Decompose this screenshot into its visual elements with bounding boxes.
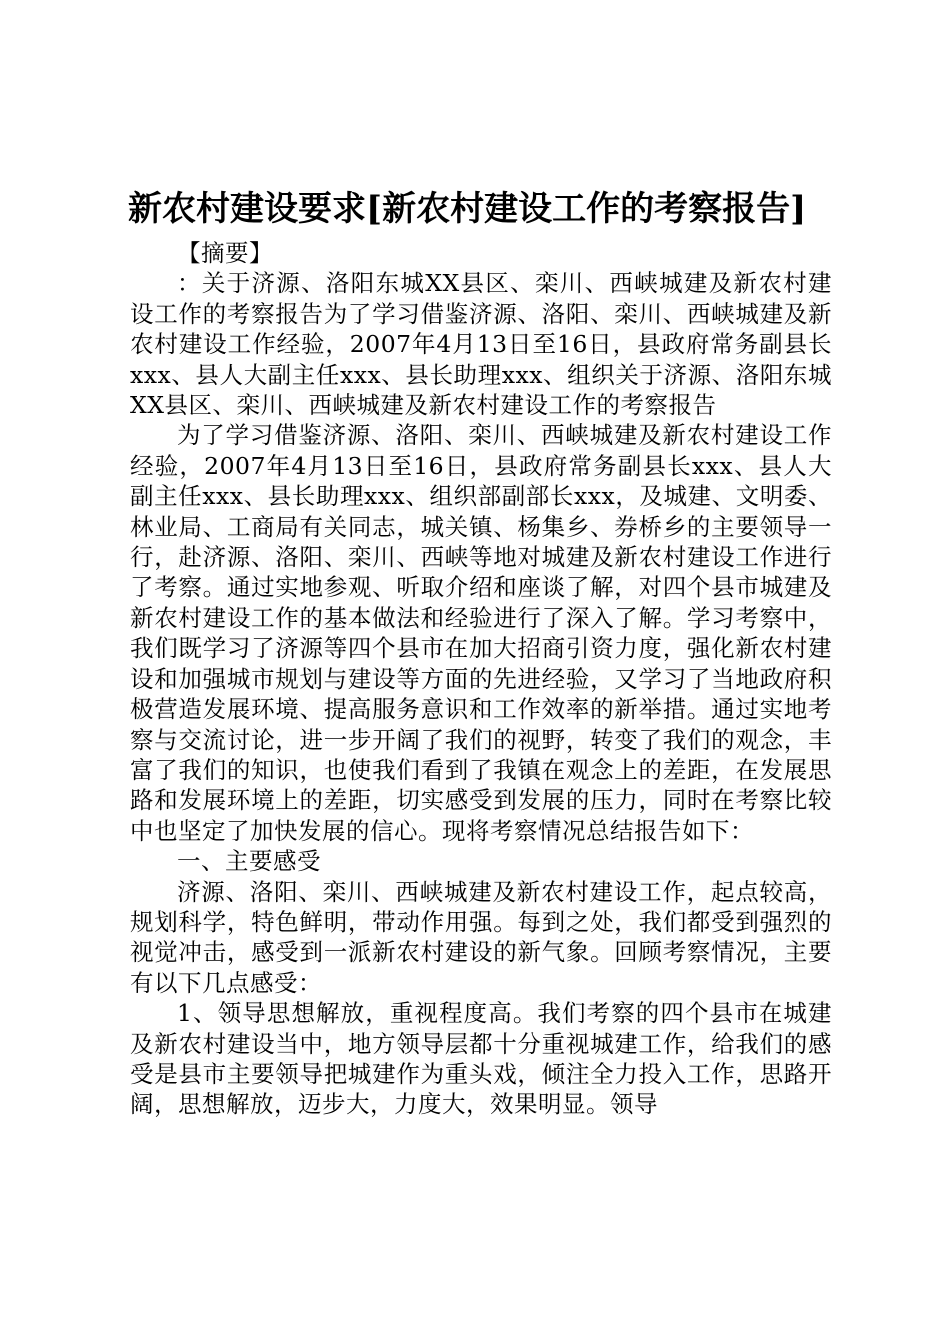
abstract-label: 【摘要】	[177, 239, 273, 267]
abstract-paragraph: ：关于济源、洛阳东城XX县区、栾川、西峡城建及新农村建设工作的考察报告为了学习借鉴济源、洛阳、栾川、西峡城建及新农村建设工作经验，2007年4月13日至16日，县政府常务副县长xxx、县人大副主任xxx、县长助理xxx、组织关于济源、洛阳东城XX县区、栾川、西峡城建及新农村建设工作的考察报告	[130, 269, 832, 420]
document-body	[130, 238, 832, 1120]
document-title: 新农村建设要求[新农村建设工作的考察报告]	[128, 189, 807, 229]
body-paragraph-1: 为了学习借鉴济源、洛阳、栾川、西峡城建及新农村建设工作经验，2007年4月13日至16日，县政府常务副县长xxx、县人大副主任xxx、县长助理xxx、组织部副部长xxx，及城建、文明委、林业局、工商局有关同志，城关镇、杨集乡、券桥乡的主要领导一行，赴济源、洛阳、栾川、西峡等地对城建及新农村建设工作进行了考察。通过实地参观、听取介绍和座谈了解，对四个县市城建及新农村建设工作的基本做法和经验进行了深入了解。学习考察中，我们既学习了济源等四个县市在加大招商引资力度，强化新农村建设和加强城市规划与建设等方面的先进经验，又学习了当地政府积极营造发展环境、提高服务意识和工作效率的新举措。通过实地考察与交流讨论，进一步开阔了我们的视野，转变了我们的观念，丰富了我们的知识，也使我们看到了我镇在观念上的差距，在发展思路和发展环境上的差距，切实感受到发展的压力，同时在考察比较中也坚定了加快发展的信心。现将考察情况总结报告如下：	[130, 421, 832, 845]
section-heading: 一、主要感受	[177, 847, 321, 876]
body-paragraph-3: 1、领导思想解放，重视程度高。我们考察的四个县市在城建及新农村建设当中，地方领导层都十分重视城建工作，给我们的感受是县市主要领导把城建作为重头戏，倾注全力投入工作，思路开阔，思想解放，迈步大，力度大，效果明显。领导	[130, 999, 832, 1119]
body-paragraph-2: 济源、洛阳、栾川、西峡城建及新农村建设工作，起点较高，规划科学，特色鲜明，带动作用强。每到之处，我们都受到强烈的视觉冲击，感受到一派新农村建设的新气象。回顾考察情况，主要有以下几点感受：	[130, 877, 832, 997]
